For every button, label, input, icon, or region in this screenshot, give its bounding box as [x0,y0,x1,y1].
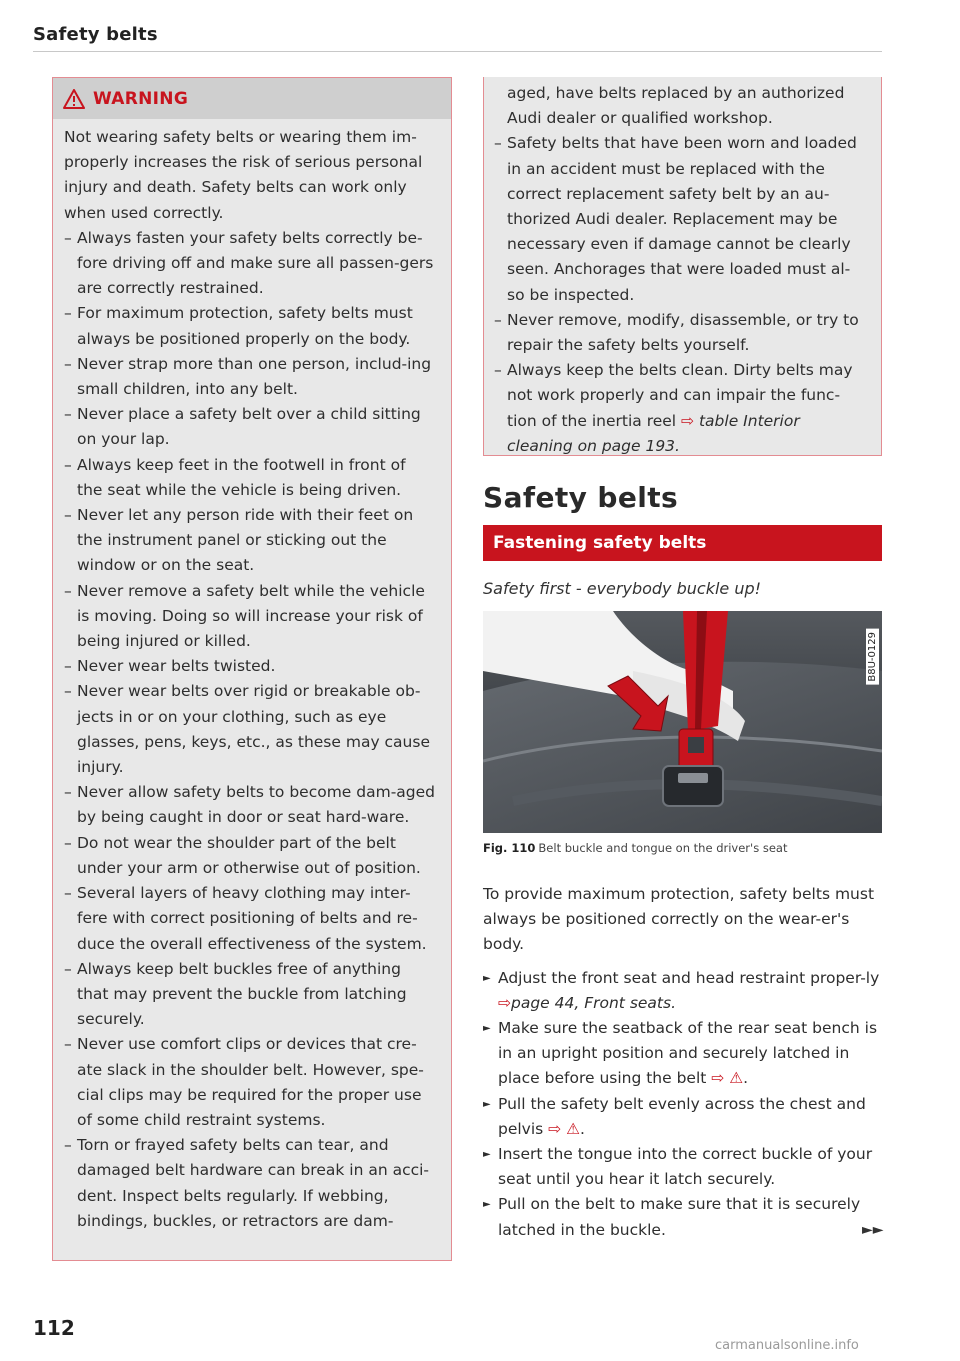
instruction-step: ► Pull on the belt to make sure that it is securely latched in the buckle. [483,1192,882,1242]
figure-id: B8U-0129 [866,629,879,685]
instruction-step: ► Insert the tongue into the correct buckle of your seat until you hear it latch securely. [483,1142,882,1192]
warning-reference-icon[interactable]: ⚠ [566,1119,581,1138]
subsection-band [483,525,882,561]
warning-item: – Never place a safety belt over a child sitting on your lap. [64,402,435,452]
warning-item: – Several layers of heavy clothing may inter-fere with correct positioning of belts and re-duce the overall effectiveness of the system. [64,881,435,957]
warning-reference-icon[interactable]: ⚠ [729,1069,744,1088]
step-text: Adjust the front seat and head restraint proper-ly [498,968,880,987]
page-number: 112 [33,1316,75,1340]
running-title: Safety belts [33,24,158,45]
warning-item: – Always fasten your safety belts correctly be-fore driving off and make sure all passen-gers are correctly restrained. [64,226,435,302]
cross-reference-link[interactable]: page 44, Front seats. [511,993,677,1012]
warning-item: – Never allow safety belts to become dam-aged by being caught in door or seat hard-ware. [64,780,435,830]
header-divider [33,51,882,52]
warning-item: – Never remove a safety belt while the vehicle is moving. Doing so will increase your risk of being injured or killed. [64,579,435,655]
warning-item: – Never strap more than one person, includ-ing small children, into any belt. [64,352,435,402]
body-text [483,882,882,1243]
warning-continued-text: aged, have belts replaced by an authorized Audi dealer or qualified workshop. [507,84,845,128]
figure-belt-buckle [483,611,882,833]
figure-label: Fig. 110 [483,841,536,855]
warning-item: – Never remove, modify, disassemble, or try to repair the safety belts yourself. [494,308,867,358]
warning-item: – Always keep belt buckles free of anything that may prevent the buckle from latching securely. [64,957,435,1033]
warning-title: WARNING [93,88,189,109]
warning-item: – Never wear belts over rigid or breakable ob-jects in or on your clothing, such as eye glasses, pens, keys, etc., as these may cause injury. [64,679,435,780]
warning-item-text: Always keep the belts clean. Dirty belts may not work properly and can impair the func-tion of the inertia reel [507,361,853,430]
warning-continuation-box [483,77,882,456]
reference-arrow-icon: ⇨ [498,993,511,1012]
warning-intro: Not wearing safety belts or wearing them im-properly increases the risk of serious personal injury and death. Safety belts can work only when used correctly. [64,128,423,222]
section-tagline: Safety first - everybody buckle up! [483,579,762,598]
belt-buckle-illustration [483,611,882,833]
warning-header [53,78,451,119]
reference-arrow-icon: ⇨ [548,1119,562,1138]
body-paragraph: To provide maximum protection, safety belts must always be positioned correctly on the wear-er's body. [483,885,875,954]
warning-continued-list [494,131,867,459]
warning-list [64,226,435,1234]
warning-item: – For maximum protection, safety belts must always be positioned properly on the body. [64,301,435,351]
warning-item: – Always keep feet in the footwell in front of the seat while the vehicle is being driven. [64,453,435,503]
watermark: carmanualsonline.info [715,1338,859,1353]
warning-triangle-icon [63,89,85,109]
warning-box [52,77,452,1261]
reference-arrow-icon: ⇨ [711,1069,725,1088]
reference-arrow-icon: ⇨ [681,411,695,430]
warning-body [53,119,451,1234]
warning-item [494,358,867,459]
instruction-steps [483,966,882,1243]
figure-caption-text: Belt buckle and tongue on the driver's seat [538,841,788,855]
instruction-step [483,966,882,1016]
instruction-step: ► Pull the safety belt evenly across the chest and pelvis ⇨ ⚠. [483,1092,882,1142]
step-text: Pull the safety belt evenly across the chest and pelvis [498,1094,866,1138]
subsection-title: Fastening safety belts [493,533,707,553]
warning-item: – Do not wear the shoulder part of the belt under your arm or otherwise out of position. [64,831,435,881]
continued-next-page-icon: ►► [862,1222,884,1238]
section-title: Safety belts [483,481,679,514]
warning-item: – Never let any person ride with their feet on the instrument panel or sticking out the window or on the seat. [64,503,435,579]
step-text: Make sure the seatback of the rear seat bench is in an upright position and securely latched in place before using the belt [498,1019,878,1088]
cross-reference-link[interactable]: table Interior cleaning on page 193. [507,411,800,455]
warning-item: – Never use comfort clips or devices that cre-ate slack in the shoulder belt. However, spe-cial clips may be required for the proper use of some child restraint systems. [64,1032,435,1133]
instruction-step: ► Make sure the seatback of the rear seat bench is in an upright position and securely latched in place before using the belt ⇨ ⚠. [483,1016,882,1092]
warning-item: – Safety belts that have been worn and loaded in an accident must be replaced with the correct replacement safety belt by an au-thorized Audi dealer. Replacement may be necessary even if damage cannot be clearly seen. Anchorages that were loaded must al-so be inspected. [494,131,867,307]
warning-item: – Never wear belts twisted. [64,654,435,679]
figure-caption [483,841,787,855]
warning-item: – Torn or frayed safety belts can tear, and damaged belt hardware can break in an acci-dent. Inspect belts regularly. If webbing, bindings, buckles, or retractors are dam- [64,1133,435,1234]
